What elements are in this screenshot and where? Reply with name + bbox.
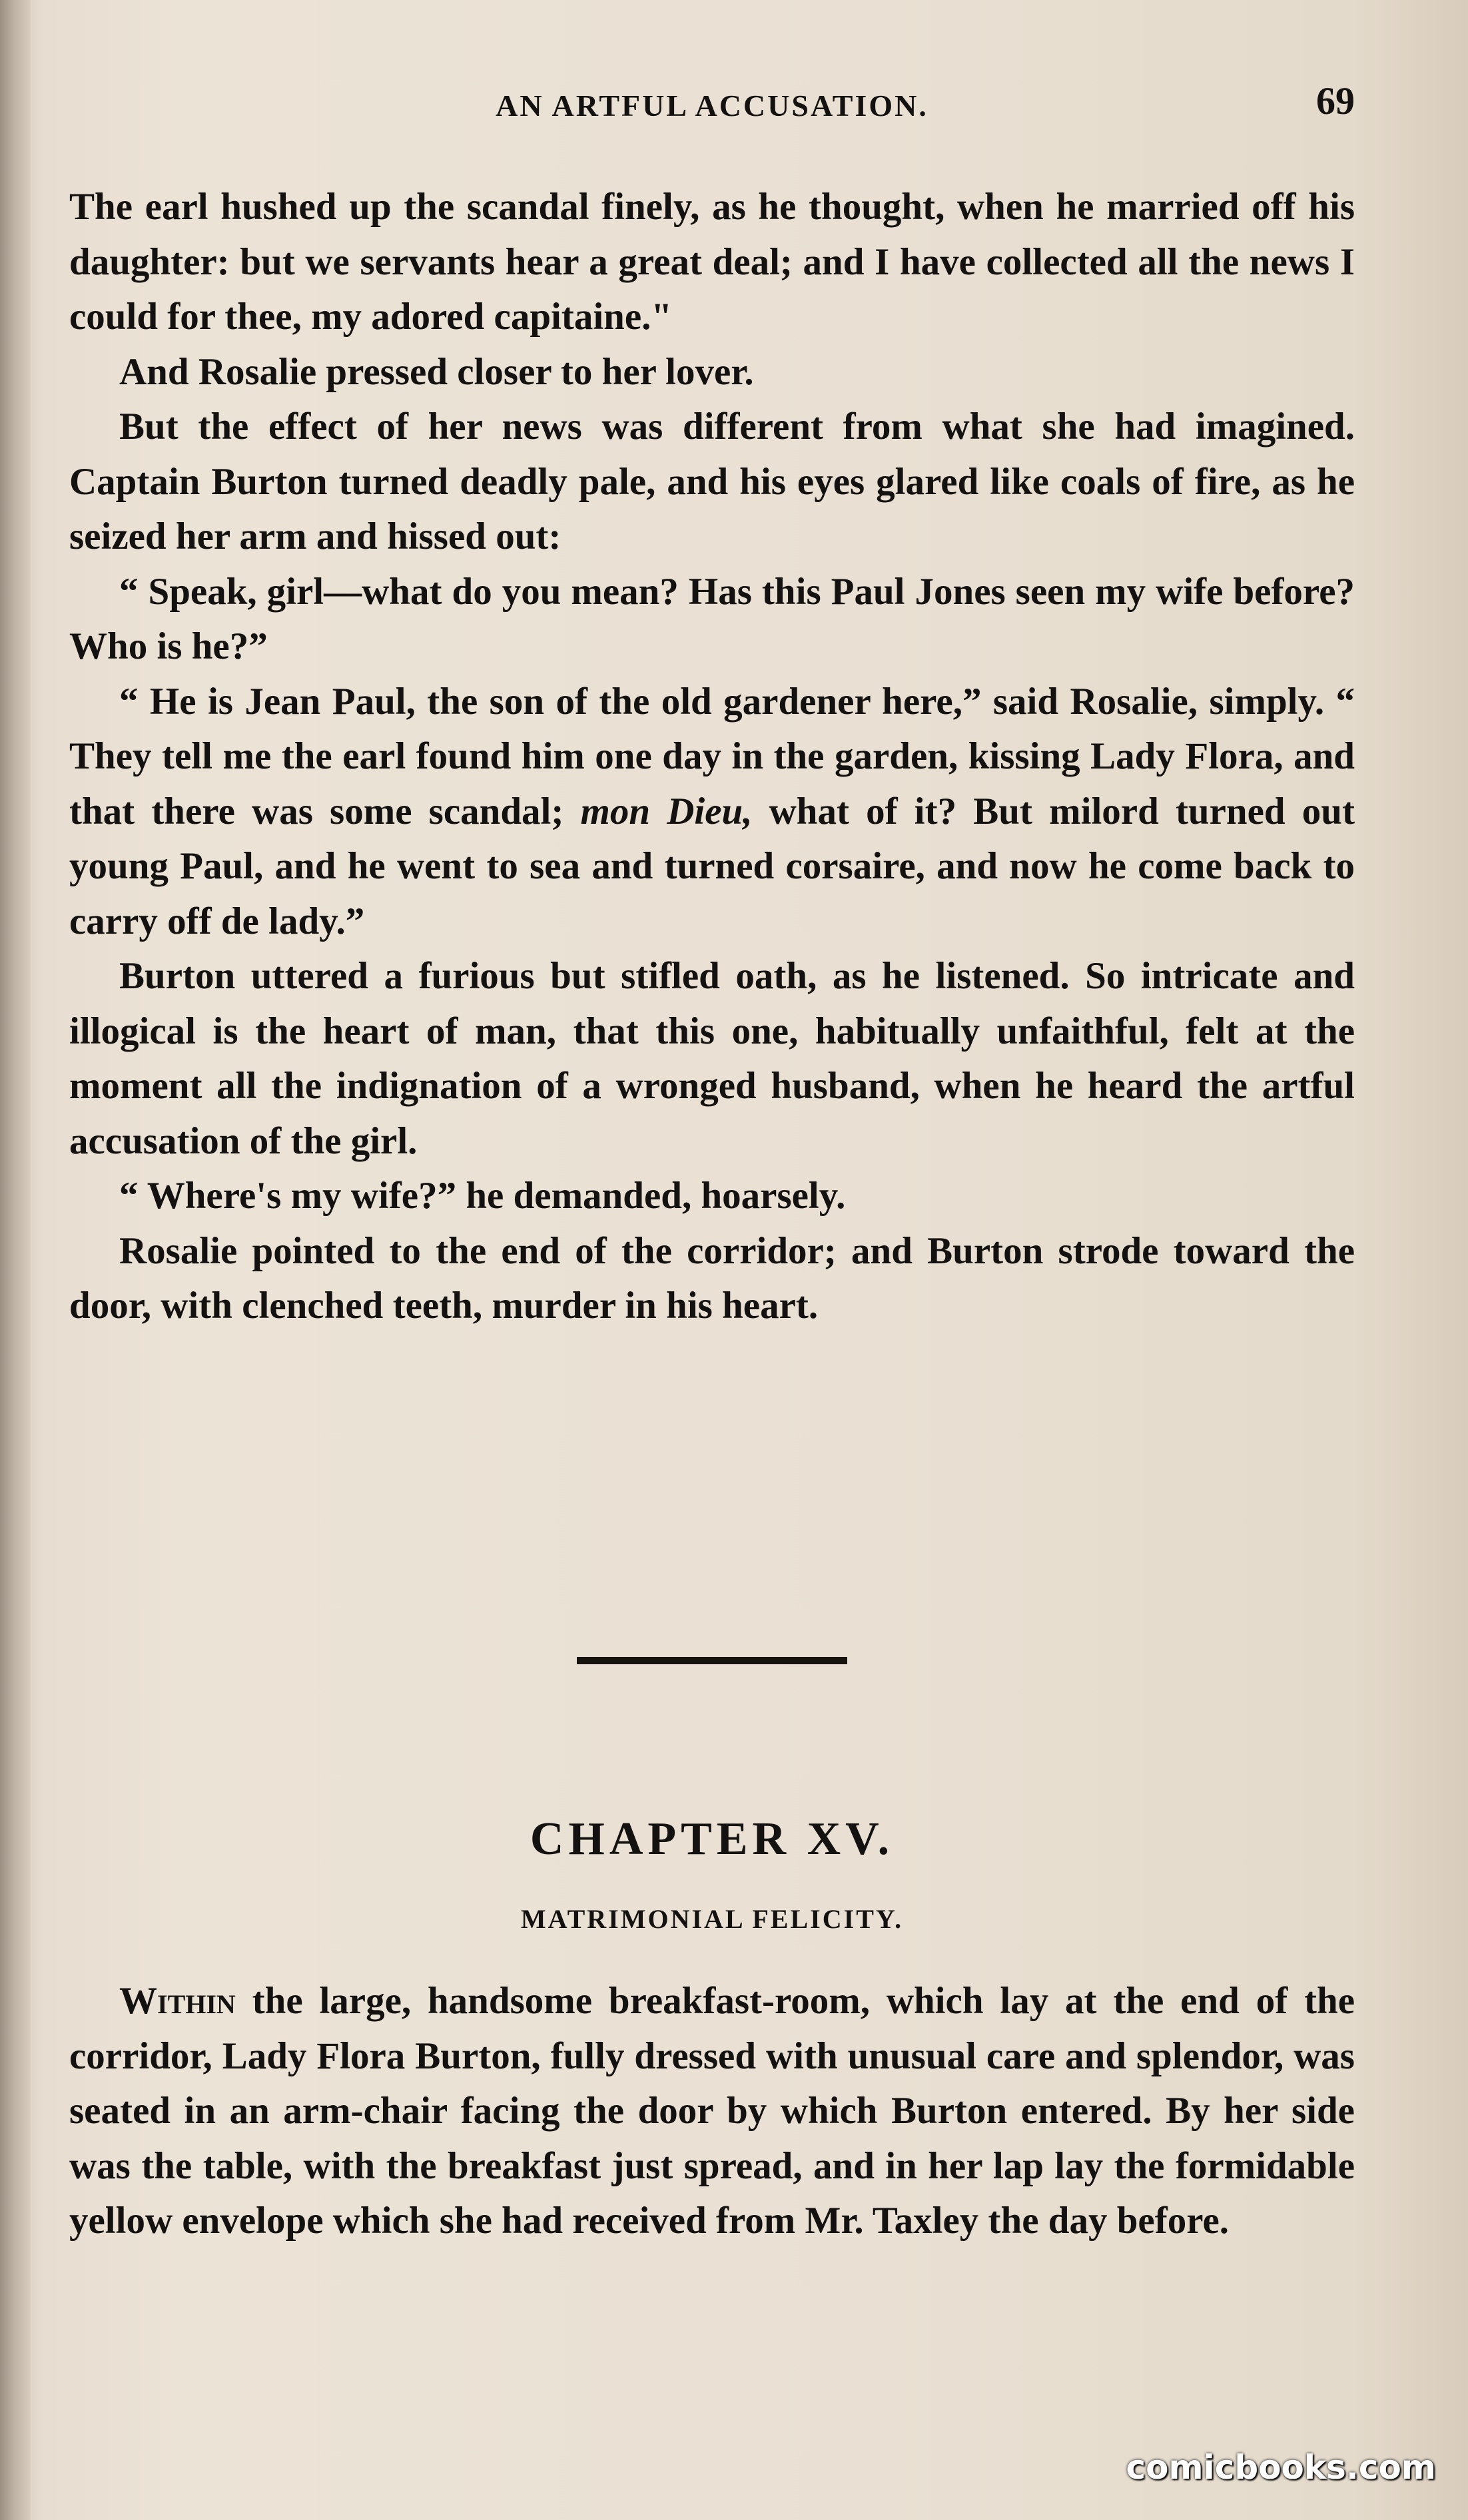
running-title: AN ARTFUL ACCUSATION.	[496, 89, 928, 123]
paragraph-text: “ He is Jean Paul, the son of the old gardener here,” said Rosalie, simply. “ They tell me the earl found him one day in the garden, kissing Lady Flora, and that there was some scandal;	[69, 680, 1355, 832]
paragraph: The earl hushed up the scandal finely, as he thought, when he married off his daughter: but we servants hear a great deal; and I have collected all the news I could for thee, my adored capitaine."	[69, 186, 1355, 338]
chapter-subtitle: MATRIMONIAL FELICITY.	[520, 1904, 904, 1934]
book-gutter	[0, 0, 31, 2520]
paragraph: But the effect of her news was different from what she had imagined. Captain Burton turned deadly pale, and his eyes glared like coals of fire, as he seized her arm and hissed out:	[69, 406, 1355, 557]
page-number: 69	[1316, 79, 1355, 123]
paragraph: “ Speak, girl—what do you mean? Has this Paul Jones seen my wife before? Who is he?”	[69, 570, 1355, 667]
italic-phrase: mon Dieu,	[580, 790, 753, 832]
body-text	[69, 180, 1355, 1334]
paragraph: “ Where's my wife?” he demanded, hoarsely.	[119, 1175, 846, 1217]
paragraph: And Rosalie pressed closer to her lover.	[119, 350, 754, 393]
paragraph	[69, 675, 1355, 950]
chapter-lead-word: Within	[119, 1980, 236, 2022]
paragraph-text: what of it? But milord turned out young Paul, and he went to sea and turned corsaire, and now he come back to carry off de lady.”	[69, 790, 1355, 942]
running-head	[69, 79, 1355, 125]
chapter-title: CHAPTER XV.	[530, 1813, 895, 1865]
chapter-text	[69, 1974, 1355, 2249]
chapter-paragraph-text: the large, handsome breakfast-room, which lay at the end of the corridor, Lady Flora Burton, fully dressed with unusual care and splendor, was seated in an arm-chair facing the door by which Burton entered. By her side was the table, with the breakfast just spread, and in her lap lay the formidable yellow envelope which she had received from Mr. Taxley the day before.	[69, 1980, 1355, 2242]
chapter-paragraph	[69, 1974, 1355, 2249]
paragraph: Rosalie pointed to the end of the corridor; and Burton strode toward the door, with clenched teeth, murder in his heart.	[69, 1229, 1355, 1327]
section-divider-rule	[577, 1657, 847, 1664]
paragraph: Burton uttered a furious but stifled oath, as he listened. So intricate and illogical is the heart of man, that this one, habitually unfaithful, felt at the moment all the indignation of a wronged husband, when he heard the artful accusation of the girl.	[69, 955, 1355, 1162]
book-page	[69, 0, 1355, 2520]
watermark: comicbooks.com	[1126, 2448, 1436, 2487]
